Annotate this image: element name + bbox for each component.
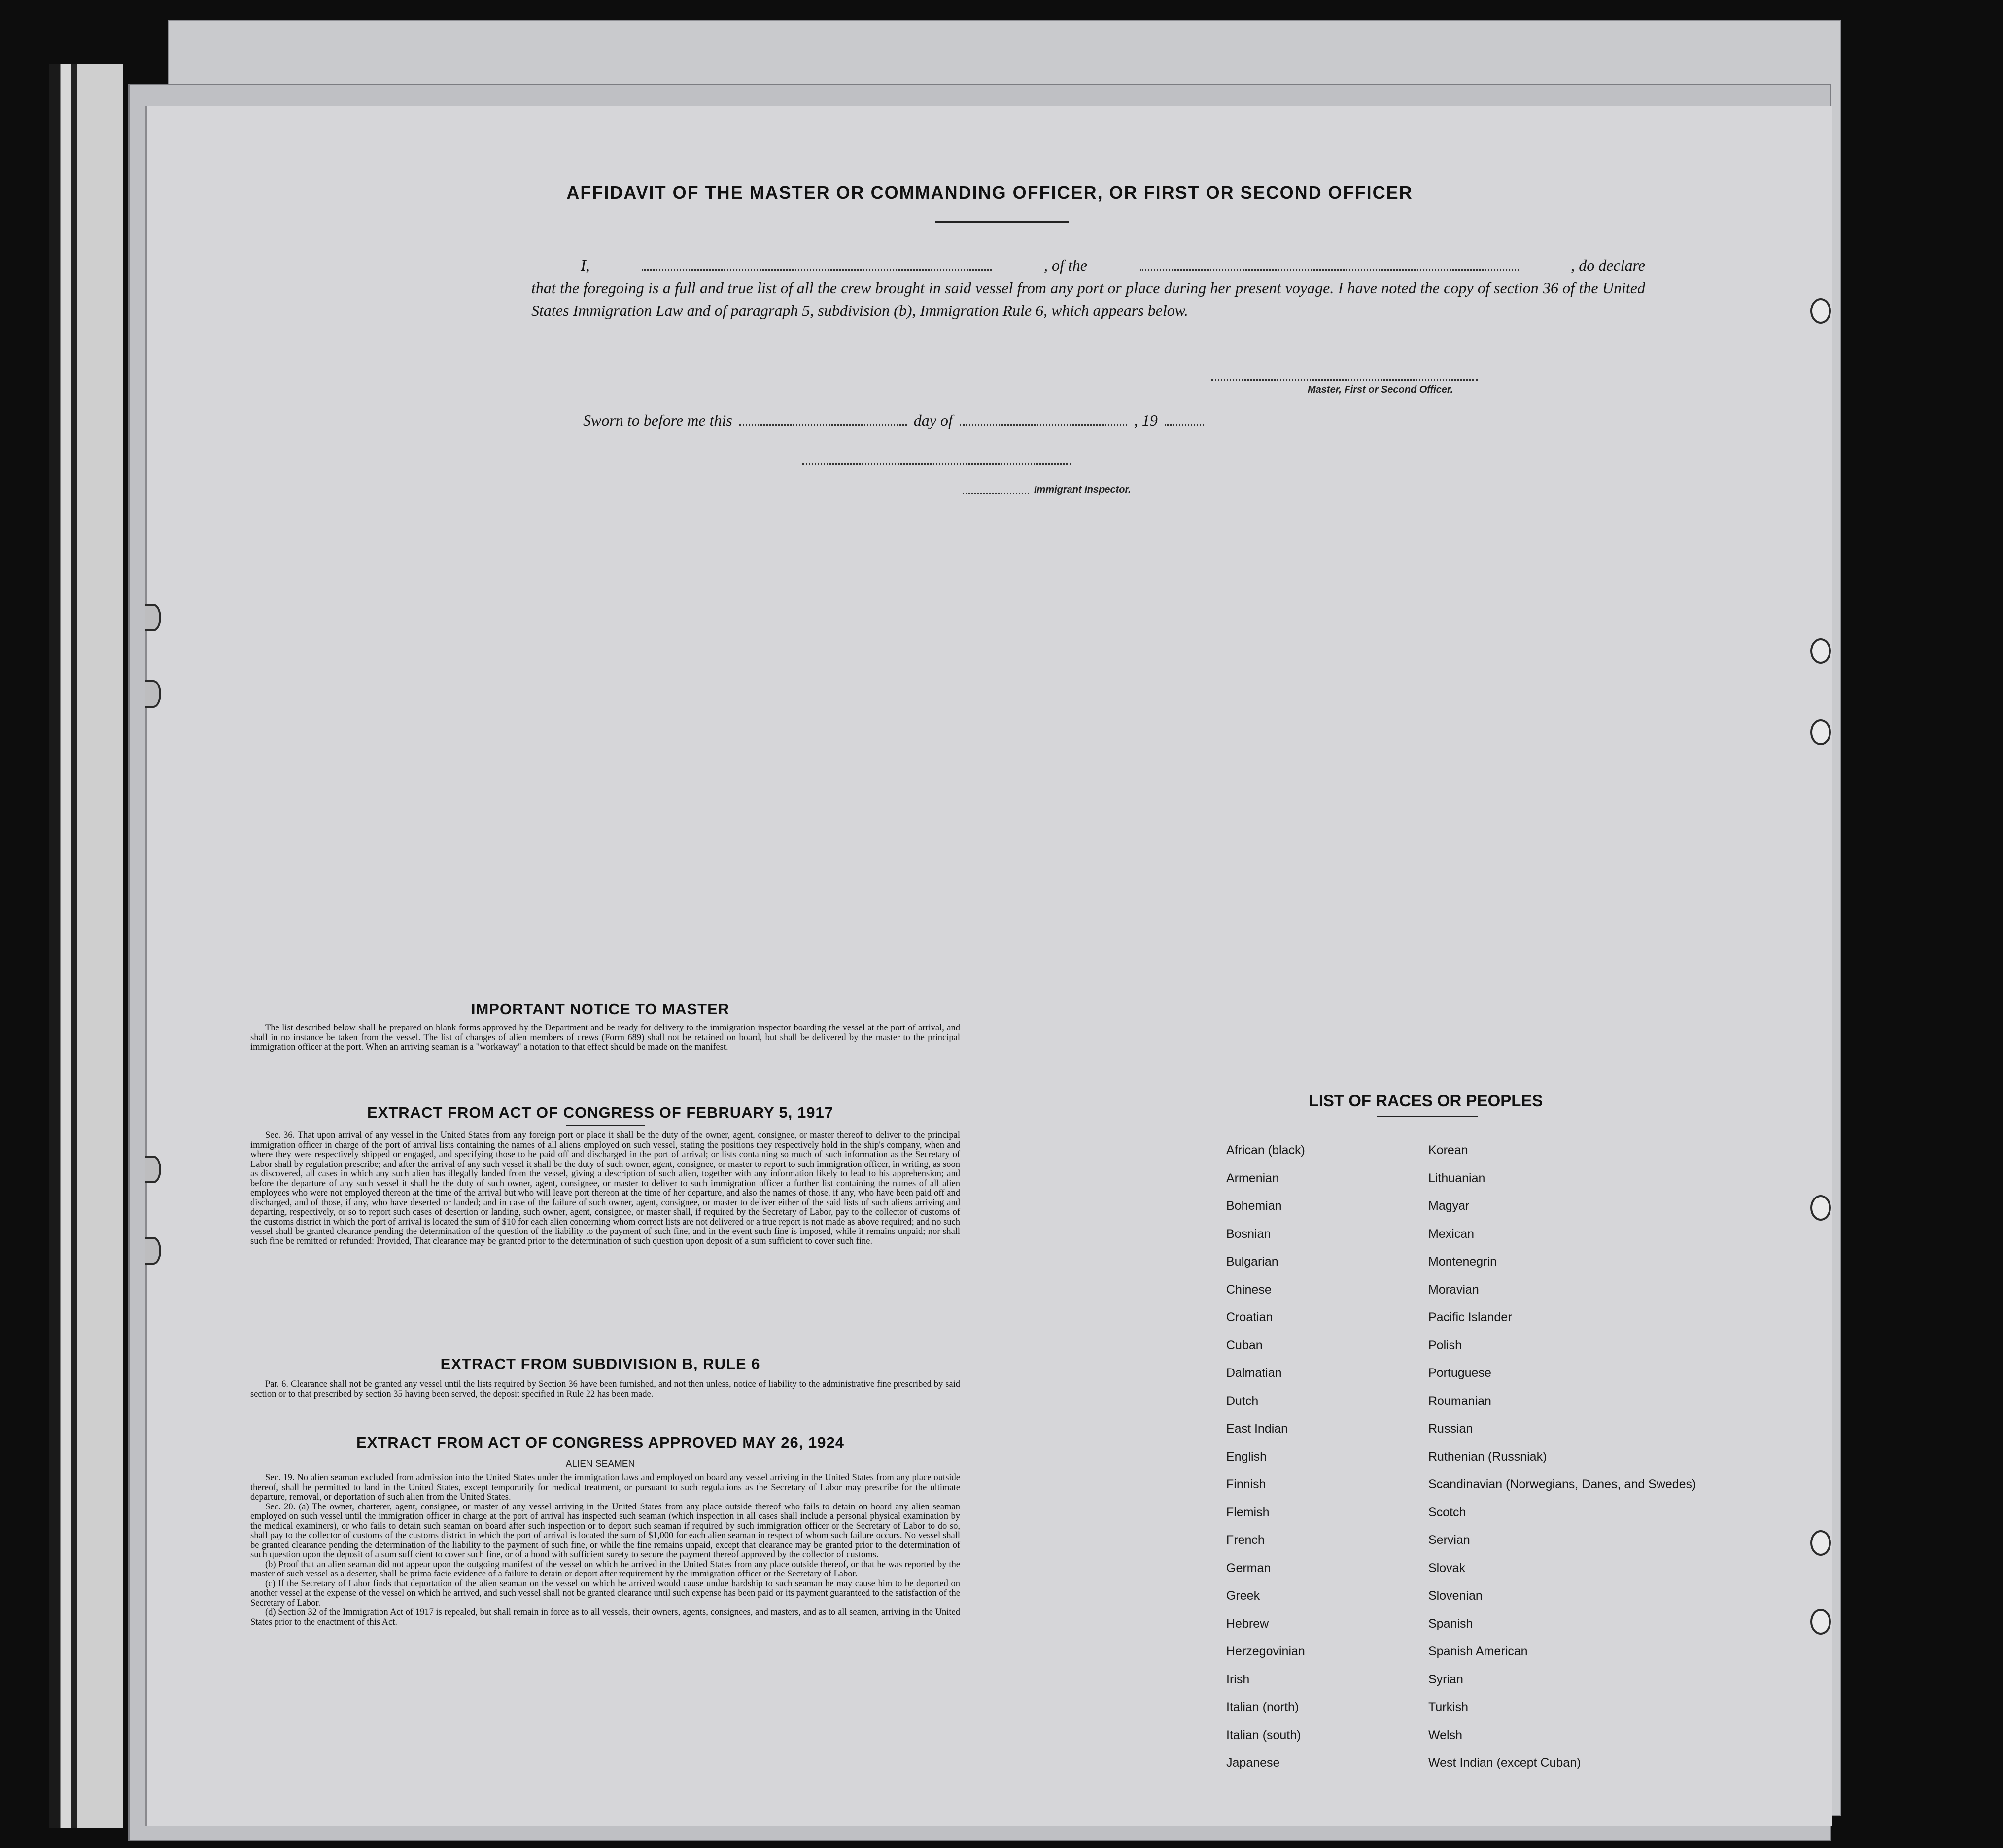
act-1924-paragraph: (d) Section 32 of the Immigration Act of 1917 is repealed, but shall remain in force as to all vessels, their owners, agents, consignees, and masters, and as to all seamen, arriving in the United States prior to the enactment of this Act. bbox=[250, 1608, 960, 1627]
act-1924-paragraph: (b) Proof that an alien seaman did not appear upon the outgoing manifest of the vessel on which he arrived in the United States from any place outside thereof, or that he was reported by the master of such vessel as a deserter, shall be prima facie evidence of a failure to detain or deport after requirement by the immigration officer or the Secretary of Labor. bbox=[250, 1559, 960, 1579]
race-item: Croatian bbox=[1226, 1310, 1273, 1324]
race-item: Irish bbox=[1226, 1672, 1250, 1686]
race-item: Herzegovinian bbox=[1226, 1644, 1305, 1658]
race-item: Syrian bbox=[1428, 1672, 1463, 1686]
rule-6-title: EXTRACT FROM SUBDIVISION B, RULE 6 bbox=[440, 1355, 760, 1372]
binder-hole-icon bbox=[145, 604, 161, 631]
race-item: Spanish American bbox=[1428, 1644, 1528, 1658]
act-1924-paragraph: (c) If the Secretary of Labor finds that deportation of the alien seaman on the vessel on which he arrived would cause undue hardship to such seaman he may cause him to be deported on another vessel at the expense of the vessel on which he arrived, and such vessel shall not be granted clearance until such expense has been paid or its payment guaranteed to the satisfaction of the Secretary of Labor. bbox=[250, 1578, 960, 1608]
race-item: Cuban bbox=[1226, 1338, 1263, 1352]
binder-hole-icon bbox=[145, 680, 161, 708]
race-item: Slovak bbox=[1428, 1561, 1466, 1575]
race-item: Mexican bbox=[1428, 1227, 1475, 1241]
notice-title: IMPORTANT NOTICE TO MASTER bbox=[471, 1000, 730, 1018]
race-item: Japanese bbox=[1226, 1756, 1280, 1770]
race-item: Portuguese bbox=[1428, 1366, 1491, 1380]
sworn-line bbox=[583, 411, 1204, 430]
sworn-day-label: day of bbox=[913, 411, 953, 429]
races-column-2 bbox=[1428, 1143, 1696, 1784]
notice-text: The list described below shall be prepared on blank forms approved by the Department and be ready for delivery to the immigration inspector boarding the vessel at the port of arrival, and shall in no instance be taken from the vessel. The list of changes of alien members of crews (Form 689) shall not be retained on board, but shall be delivered by the master to the principal immigration officer at the port. When an arriving seaman is a "workaway" a notation to that effect should be made on the manifest. bbox=[250, 1023, 960, 1052]
act-1924-paragraph: Sec. 20. (a) The owner, charterer, agent, consignee, or master of any vessel arriving in the United States from any place outside thereof who fails to detain on board any alien seaman employed on such vessel until the immigration officer in charge at the port of arrival has inspected such seaman (which inspection in all cases shall include a personal physical examination by the medical examiners), or who fails to detain such seaman on board after such inspection or to deport such seaman if required by such immigration officer or the Secretary of Labor to do so, shall pay to the collector of customs of the customs district in which the port of arrival is located the sum of $1,000 for each alien seaman in respect of whom such failure occurs. No vessel shall be granted clearance pending the determination of the liability to the payment of such fine, or while the fine remains unpaid, except that clearance may be granted prior to the determination of such question upon the deposit of a sum sufficient to cover such fine, or of a bond with sufficient surety to secure the payment thereof approved by the collector of customs. bbox=[250, 1502, 960, 1560]
race-item: German bbox=[1226, 1561, 1271, 1575]
race-item: East Indian bbox=[1226, 1422, 1288, 1436]
affidavit-declaration-line bbox=[531, 254, 1645, 276]
sworn-year-label: , 19 bbox=[1134, 411, 1158, 429]
race-item: Chinese bbox=[1226, 1282, 1272, 1297]
master-signature-line bbox=[1211, 379, 1478, 381]
race-item: Pacific Islander bbox=[1428, 1310, 1512, 1324]
race-item: Italian (north) bbox=[1226, 1700, 1299, 1714]
race-item: Slovenian bbox=[1428, 1589, 1483, 1603]
inspector-short-line bbox=[963, 493, 1029, 494]
race-item: Turkish bbox=[1428, 1700, 1469, 1714]
binder-hole-icon bbox=[1810, 298, 1831, 324]
binder-hole-icon bbox=[1810, 1530, 1831, 1556]
binder-hole-icon bbox=[145, 1156, 161, 1183]
race-item: Polish bbox=[1428, 1338, 1462, 1352]
race-item: English bbox=[1226, 1449, 1267, 1464]
race-item: Lithuanian bbox=[1428, 1171, 1485, 1185]
affidavit-text: that the foregoing is a full and true list of all the crew brought in said vessel from any port or place during her present voyage. I have noted the copy of section 36 of the United States Immigration Law and of paragraph 5, subdivision (b), Immigration Rule 6, which appears below. bbox=[531, 279, 1645, 319]
race-item: Hebrew bbox=[1226, 1616, 1269, 1631]
binder-hole-icon bbox=[1810, 638, 1831, 664]
binder-hole-icon bbox=[1810, 1195, 1831, 1221]
binder-hole-icon bbox=[1810, 719, 1831, 745]
race-item: Armenian bbox=[1226, 1171, 1279, 1185]
race-item: Spanish bbox=[1428, 1616, 1473, 1631]
race-item: Flemish bbox=[1226, 1505, 1270, 1519]
document-page bbox=[145, 106, 1832, 1826]
act-1924-paragraph: Sec. 19. No alien seaman excluded from admission into the United States under the immigration laws and employed on board any vessel arriving in the United States from any place outside thereof, shall be permitted to land in the United States, except temporarily for medical treatment, or pursuant to such regulations as the Secretary of Labor may prescribe for the ultimate departure, removal, or deportation of such alien from the United States. bbox=[250, 1473, 960, 1502]
binder-hole-icon bbox=[145, 1237, 161, 1265]
master-signature-label: Master, First or Second Officer. bbox=[1308, 384, 1453, 395]
race-item: Greek bbox=[1226, 1589, 1260, 1603]
name-blank bbox=[642, 264, 992, 271]
race-item: Magyar bbox=[1428, 1199, 1470, 1213]
race-item: Dalmatian bbox=[1226, 1366, 1282, 1380]
race-item: Bosnian bbox=[1226, 1227, 1271, 1241]
race-item: Ruthenian (Russniak) bbox=[1428, 1449, 1547, 1464]
race-item: Bulgarian bbox=[1226, 1255, 1278, 1268]
inspector-signature-line bbox=[802, 463, 1071, 465]
sworn-date-blank bbox=[739, 419, 907, 426]
binder-hole-icon bbox=[1810, 1609, 1831, 1635]
race-item: Scandinavian (Norwegians, Danes, and Swedes) bbox=[1428, 1477, 1696, 1491]
race-item: West Indian (except Cuban) bbox=[1428, 1756, 1581, 1770]
sworn-month-blank bbox=[960, 419, 1127, 426]
inspector-label: Immigrant Inspector. bbox=[1034, 484, 1131, 495]
affidavit-title: AFFIDAVIT OF THE MASTER OR COMMANDING OFFICER, OR FIRST OR SECOND OFFICER bbox=[566, 182, 1413, 203]
race-item: Moravian bbox=[1428, 1282, 1479, 1297]
binding-edge bbox=[49, 64, 123, 1828]
act-1917-rule bbox=[566, 1125, 645, 1126]
race-item: Finnish bbox=[1226, 1477, 1266, 1491]
race-item: Dutch bbox=[1226, 1394, 1259, 1408]
sworn-prefix: Sworn to before me this bbox=[583, 411, 732, 429]
race-item: Roumanian bbox=[1428, 1394, 1491, 1408]
act-1917-title: EXTRACT FROM ACT OF CONGRESS OF FEBRUARY 5, 1917 bbox=[367, 1104, 833, 1121]
act-1924-text bbox=[250, 1473, 960, 1627]
race-item: African (black) bbox=[1226, 1143, 1305, 1157]
affidavit-of-the-label: , of the bbox=[1043, 256, 1087, 274]
title-rule bbox=[935, 221, 1069, 223]
affidavit-body bbox=[531, 254, 1645, 322]
race-item: French bbox=[1226, 1533, 1265, 1547]
races-title: LIST OF RACES OR PEOPLES bbox=[1309, 1092, 1543, 1110]
race-item: Servian bbox=[1428, 1533, 1470, 1547]
races-column-1 bbox=[1226, 1143, 1305, 1784]
affidavit-i-label: I, bbox=[581, 256, 590, 274]
race-item: Russian bbox=[1428, 1422, 1473, 1436]
race-item: Montenegrin bbox=[1428, 1255, 1497, 1268]
act-1924-title: EXTRACT FROM ACT OF CONGRESS APPROVED MAY 26, 1924 bbox=[356, 1434, 844, 1451]
act-1917-text: Sec. 36. That upon arrival of any vessel in the United States from any foreign port or place it shall be the duty of the owner, agent, consignee, or master thereof to deliver to the principal immigration officer in charge of the port of arrival lists containing the names of all aliens employed on such vessel, stating the positions they respectively hold in the ship's company, when and where they were respectively shipped or engaged, and specifying those to be paid off and discharged in the port of arrival; or lists containing so much of such information as the Secretary of Labor shall by regulation prescribe; and after the arrival of any such vessel it shall be the duty of such owner, agent, consignee, or master to report to such immigration officer, in writing, as soon as discovered, all cases in which any such alien has illegally landed from the vessel, giving a description of such alien, together with any information likely to lead to his apprehension; and before the departure of any such vessel it shall be the duty of such owner, agent, consignee, or master to deliver to such immigration officer a further list containing the names of all alien employees who were not employed thereon at the time of the arrival but who will leave port thereon at the time of her departure, and also the names of those, if any, who have been paid off and discharged, and of those, if any, who have deserted or landed; and in case of the failure of such owner, agent, consignee, or master to deliver either of the said lists of such aliens arriving and departing, respectively, or so to report such cases of desertion or landing, such owner, agent, consignee, or master shall, if required by the Secretary of Labor, pay to the collector of customs of the customs district in which the port of arrival is located the sum of $10 for each alien concerning whom correct lists are not delivered or a true report is not made as above required; and no such vessel shall be granted clearance pending the determination of the question of the liability to the payment of such fine, and in the event such fine is imposed, while it remains unpaid; nor shall such fine be remitted or refunded: Provided, That clearance may be granted prior to the determination of such question upon deposit of a sum sufficient to cover such fine. bbox=[250, 1130, 960, 1246]
race-item: Korean bbox=[1428, 1143, 1468, 1157]
race-item: Scotch bbox=[1428, 1505, 1466, 1519]
races-title-rule bbox=[1377, 1116, 1478, 1117]
race-item: Welsh bbox=[1428, 1728, 1463, 1742]
act-1924-subtitle: ALIEN SEAMEN bbox=[565, 1459, 635, 1469]
race-item: Italian (south) bbox=[1226, 1728, 1301, 1742]
sworn-year-blank bbox=[1165, 419, 1204, 426]
race-item: Bohemian bbox=[1226, 1199, 1282, 1213]
vessel-blank bbox=[1140, 264, 1519, 271]
rule-6-text: Par. 6. Clearance shall not be granted any vessel until the lists required by Section 36 have been furnished, and not then unless, notice of liability to the administrative fine prescribed by said section or to that prescribed by section 35 having been served, the deposit specified in Rule 22 has been made. bbox=[250, 1379, 960, 1399]
affidavit-declare-label: , do declare bbox=[1571, 256, 1645, 274]
